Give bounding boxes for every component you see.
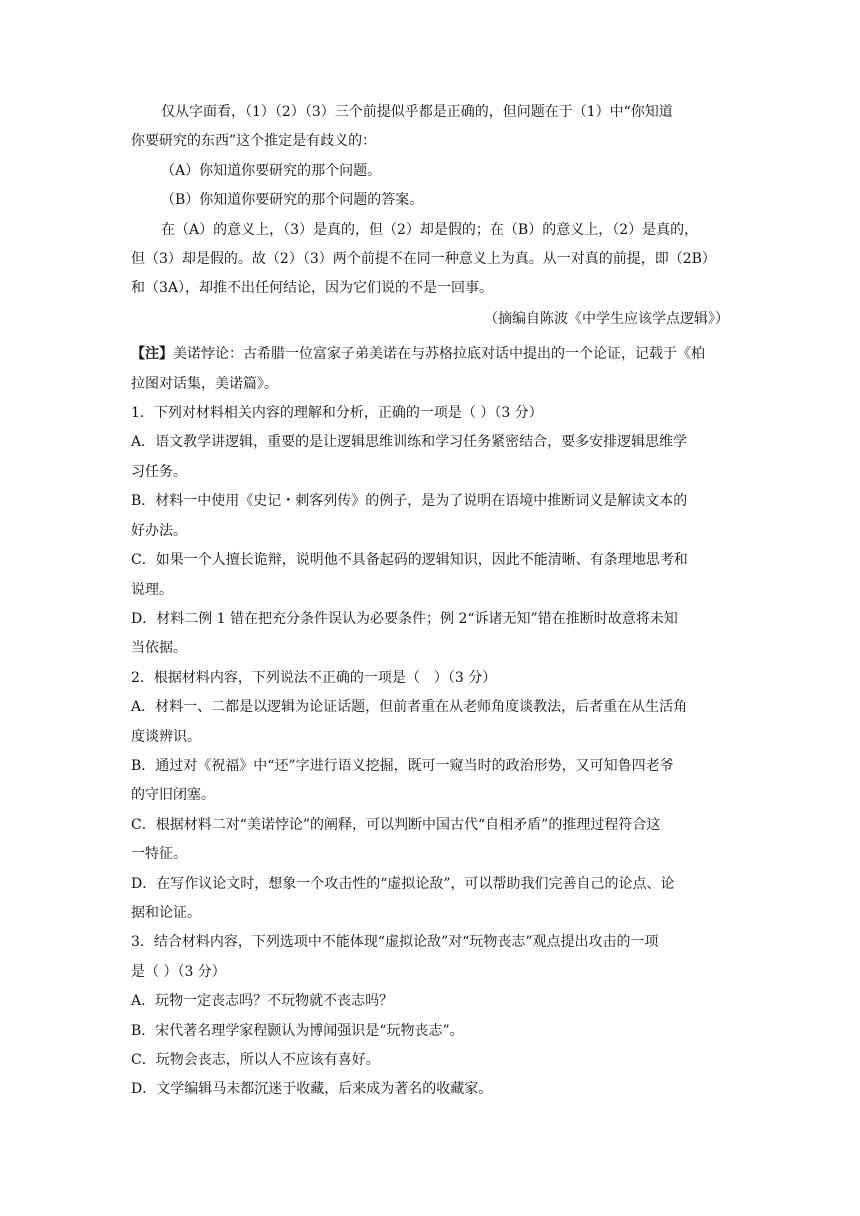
option-line: （B）你知道你要研究的那个问题的答案。 [161,192,424,209]
document-page [131,98,731,1105]
choice-d-line: D．材料二例 1 错在把充分条件误认为必要条件；例 2“诉诸无知”错在推断时故意将未知 [131,610,678,627]
choice-b-line: B．通过对《祝福》中“还”字进行语义挖掘，既可一窥当时的政治形势，又可知鲁四老爷 [131,757,674,774]
note-line [131,340,731,369]
note-line: 拉图对话集，美诺篇》。 [131,375,278,392]
paragraph-line: 仅从字面看，（1）（2）（3）三个前提似乎都是正确的，但问题在于（1）中“你知道 [161,104,673,120]
choice-b-line: 好办法。 [131,522,187,539]
paragraph-line: 但（3）却是假的。故（2）（3）两个前提不在同一种意义上为真。从一对真的前提，即（2B） [131,251,716,268]
question-stem: 2．根据材料内容，下列说法不正确的一项是（ ）（3 分） [131,669,497,686]
source-citation: （摘编自陈波《中学生应该学点逻辑》） [484,310,729,327]
note [131,340,731,399]
choice-d-line: D．文学编辑马未都沉迷于收藏，后来成为著名的收藏家。 [131,1081,493,1098]
paragraph-line: 和（3A），却推不出任何结论，因为它们说的不是一回事。 [131,280,494,297]
choice-a-line: A．材料一、二都是以逻辑为论证话题，但前者重在从老师角度谈教法，后者重在从生活角 [131,699,688,716]
question-stem: 1．下列对材料相关内容的理解和分析，正确的一项是（ ）（3 分） [131,405,543,422]
choice-c-line: C．玩物会丧志，所以人不应该有喜好。 [131,1052,380,1068]
paragraph-line: 在（A）的意义上，（3）是真的，但（2）却是假的；在（B）的意义上，（2）是真的， [161,221,699,238]
note-text: 美诺悖论：古希腊一位富家子弟美诺在与苏格拉底对话中提出的一个论证，记载于《柏 [173,346,705,363]
choice-a-line: 度谈辨识。 [131,728,201,745]
choice-a-line: 习任务。 [131,463,187,480]
question-2 [131,664,731,929]
choice-c-line: 说理。 [131,581,173,598]
choice-b-line: B．材料一中使用《史记・刺客列传》的例子，是为了说明在语境中推断词义是解读文本的 [131,493,688,510]
question-stem: 3．结合材料内容，下列选项中不能体现“虚拟论敌”对“玩物丧志”观点提出攻击的一项 [131,934,659,951]
option-line: （A）你知道你要研究的那个问题。 [161,162,382,179]
passage [131,98,731,334]
choice-b-line: 的守旧闭塞。 [131,787,215,804]
choice-c-line: 一特征。 [131,846,187,863]
question-3 [131,928,731,1104]
question-1 [131,399,731,664]
paragraph-line: 你要研究的东西”这个推定是有歧义的： [131,133,377,150]
choice-a-line: A．玩物一定丧志吗？不玩物就不丧志吗？ [131,993,394,1010]
choice-c-line: C．根据材料二对“美诺悖论”的阐释，可以判断中国古代“自相矛盾”的推理过程符合这 [131,816,661,833]
choice-a-line: A．语文教学讲逻辑，重要的是让逻辑思维训练和学习任务紧密结合，要多安排逻辑思维学 [131,434,688,451]
choice-b-line: B．宋代著名理学家程颢认为博闻强识是“玩物丧志”。 [131,1022,464,1039]
choice-c-line: C．如果一个人擅长诡辩，说明他不具备起码的逻辑知识，因此不能清晰、有条理地思考和 [131,552,688,569]
note-label: 【注】 [131,346,173,363]
choice-d-line: 据和论证。 [131,904,201,921]
choice-d-line: D．在写作议论文时，想象一个攻击性的“虚拟论敌”，可以帮助我们完善自己的论点、论 [131,875,675,892]
choice-d-line: 当依据。 [131,640,187,657]
question-stem: 是（ ）（3 分） [131,963,226,980]
